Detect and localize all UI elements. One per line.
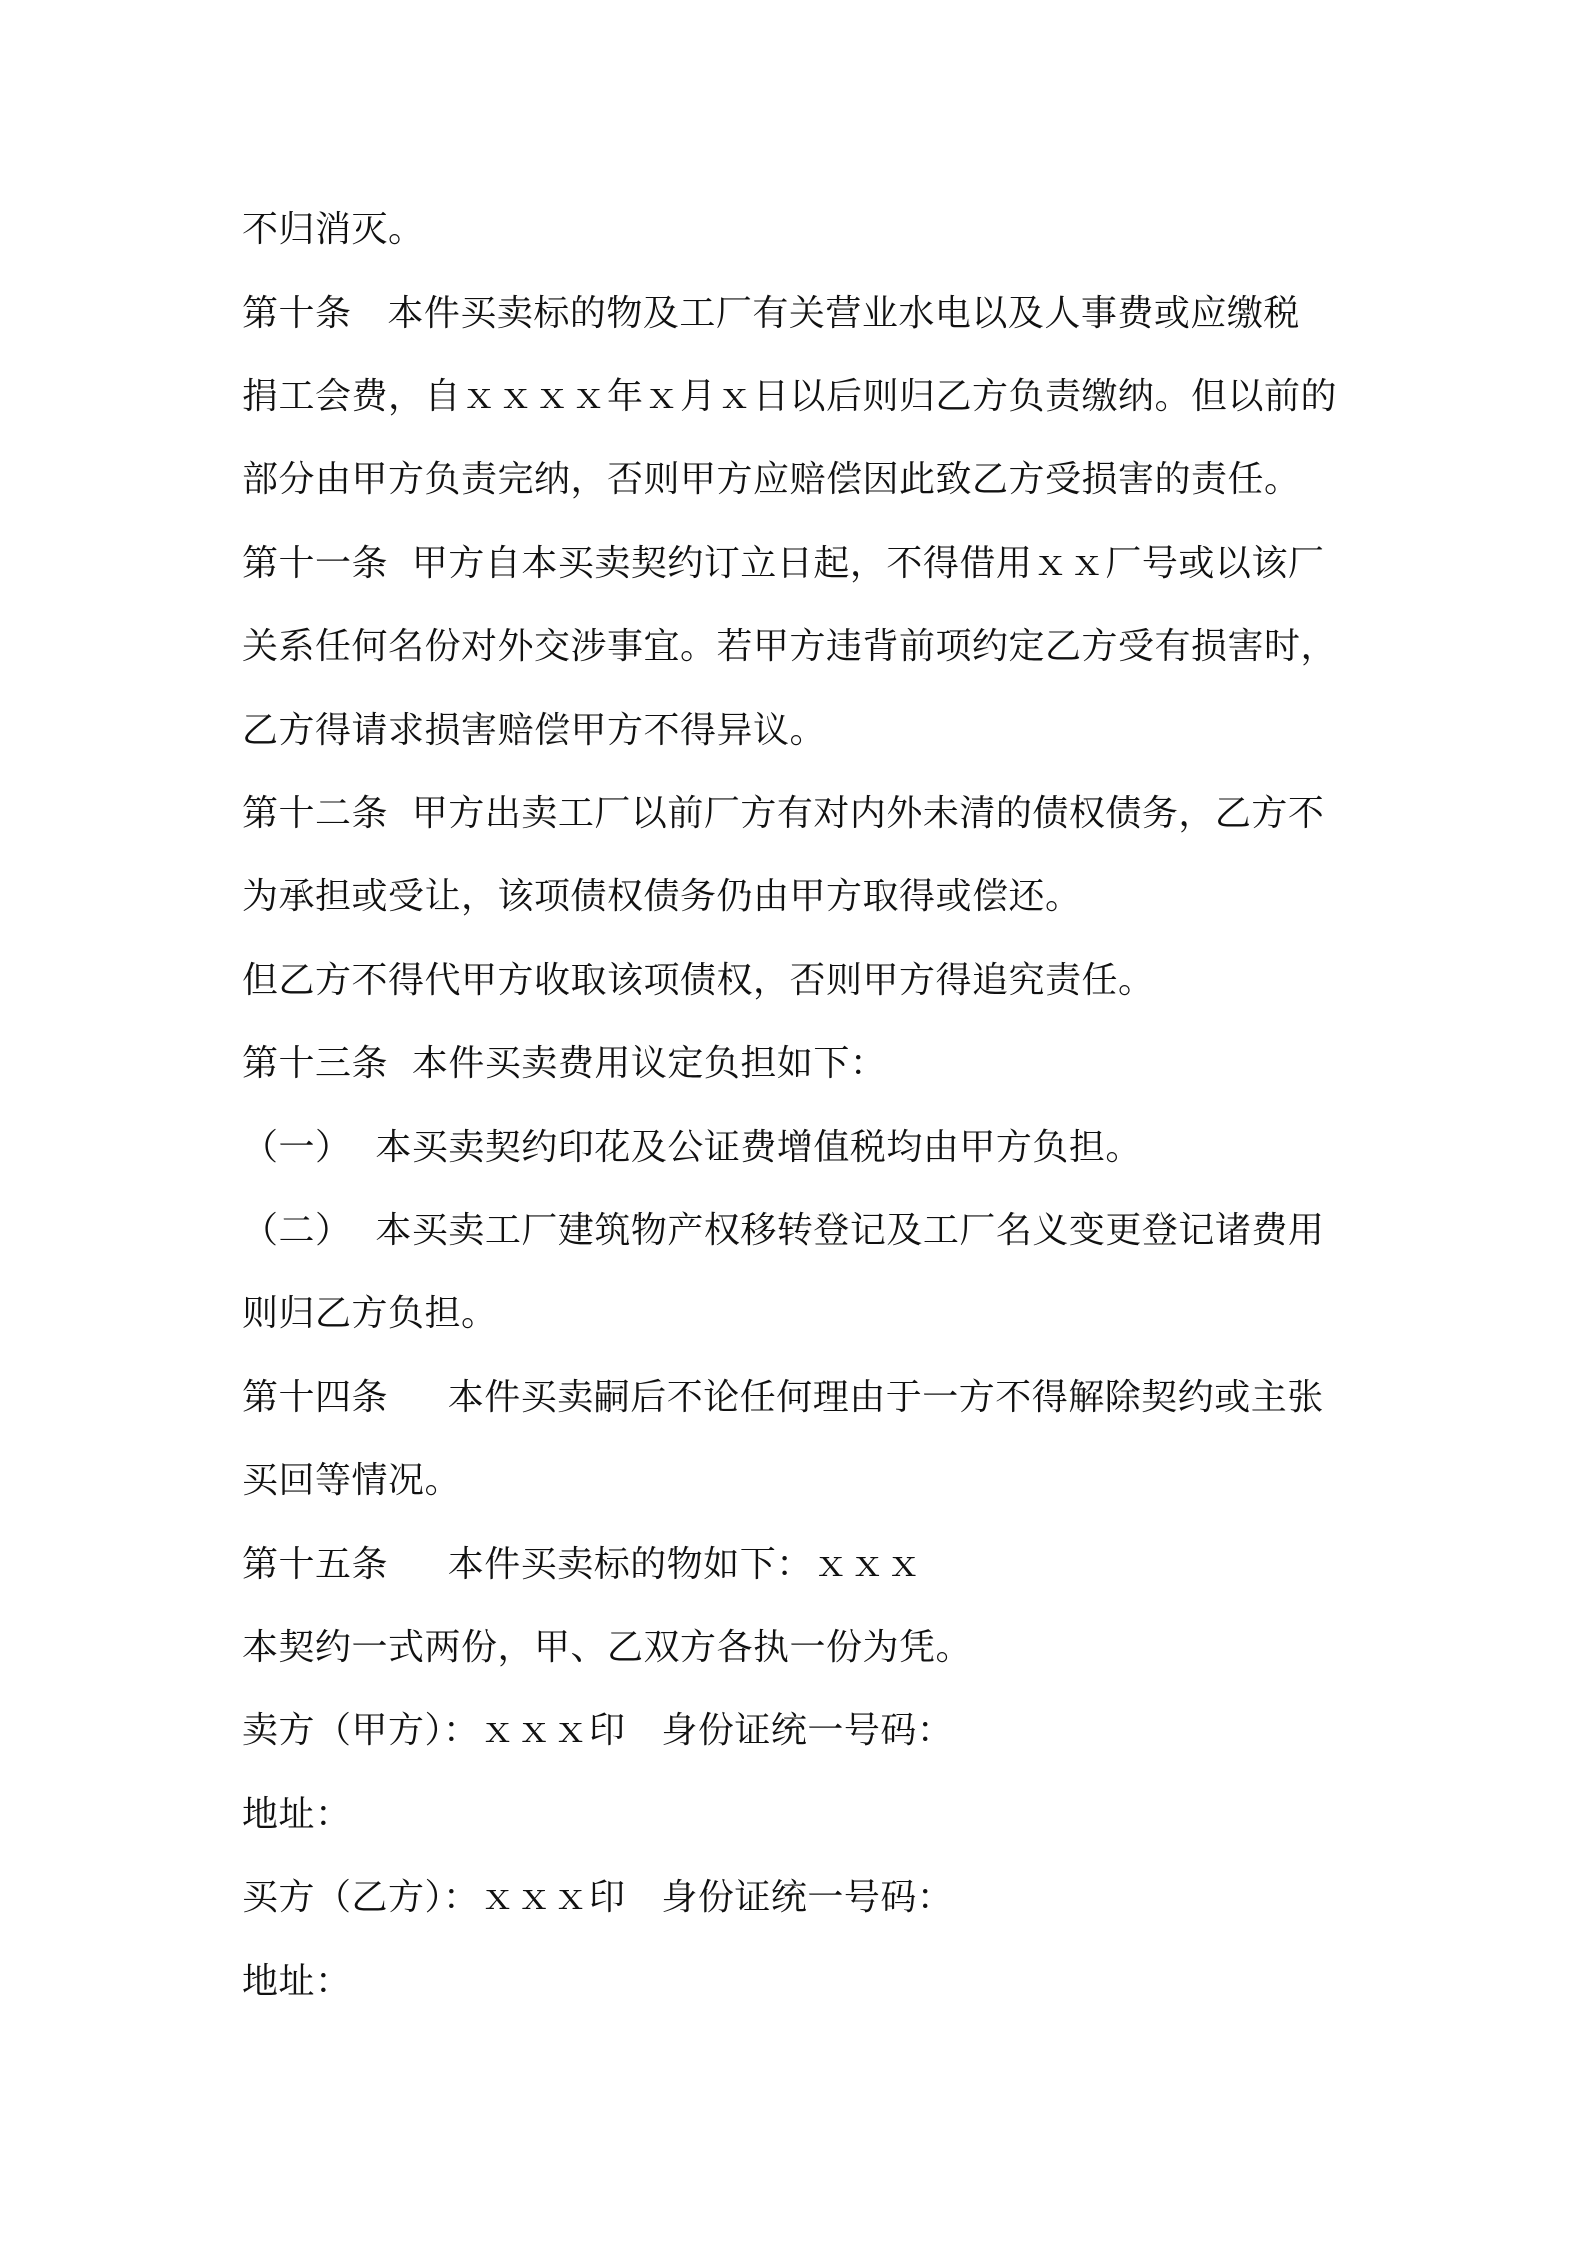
article-15: 第十五条 本件买卖标的物如下：ｘｘｘ [242, 1544, 923, 1585]
article-12-line-1: 第十二条 甲方出卖工厂以前厂方有对内外未清的债权债务，乙方不 [242, 793, 1325, 834]
article-14-line-2: 买回等情况。 [242, 1460, 462, 1501]
article-10-line-1: 第十条 本件买卖标的物及工厂有关营业水电以及人事费或应缴税 [242, 293, 1300, 334]
contract-copies-note: 本契约一式两份，甲、乙双方各执一份为凭。 [242, 1627, 973, 1668]
article-13-item-2-line-1: （二） 本买卖工厂建筑物产权移转登记及工厂名义变更登记诸费用 [242, 1210, 1325, 1251]
text-line: 不归消灭。 [242, 209, 425, 250]
article-12-line-3: 但乙方不得代甲方收取该项债权，否则甲方得追究责任。 [242, 960, 1155, 1001]
seller-signature-line: 卖方（甲方）：ｘｘｘ印 身份证统一号码： [242, 1710, 954, 1751]
article-10-line-3: 部分由甲方负责完纳，否则甲方应赔偿因此致乙方受损害的责任。 [242, 459, 1301, 500]
article-13-item-2-line-2: 则归乙方负担。 [242, 1293, 498, 1334]
article-14-line-1: 第十四条 本件买卖嗣后不论任何理由于一方不得解除契约或主张 [242, 1377, 1324, 1418]
article-13-heading: 第十三条 本件买卖费用议定负担如下： [242, 1043, 887, 1084]
buyer-signature-line: 买方（乙方）：ｘｘｘ印 身份证统一号码： [242, 1877, 954, 1918]
article-10-line-2: 捐工会费，自ｘｘｘｘ年ｘ月ｘ日以后则归乙方负责缴纳。但以前的 [242, 376, 1338, 417]
article-12-line-2: 为承担或受让，该项债权债务仍由甲方取得或偿还。 [242, 876, 1082, 917]
buyer-address-line: 地址： [242, 1961, 352, 2002]
article-11-line-1: 第十一条 甲方自本买卖契约订立日起，不得借用ｘｘ厂号或以该厂 [242, 543, 1325, 584]
article-13-item-1: （一） 本买卖契约印花及公证费增值税均由甲方负担。 [242, 1127, 1142, 1168]
seller-address-line: 地址： [242, 1794, 352, 1835]
article-11-line-2: 关系任何名份对外交涉事宜。若甲方违背前项约定乙方受有损害时， [242, 626, 1338, 667]
article-11-line-3: 乙方得请求损害赔偿甲方不得异议。 [242, 710, 827, 751]
